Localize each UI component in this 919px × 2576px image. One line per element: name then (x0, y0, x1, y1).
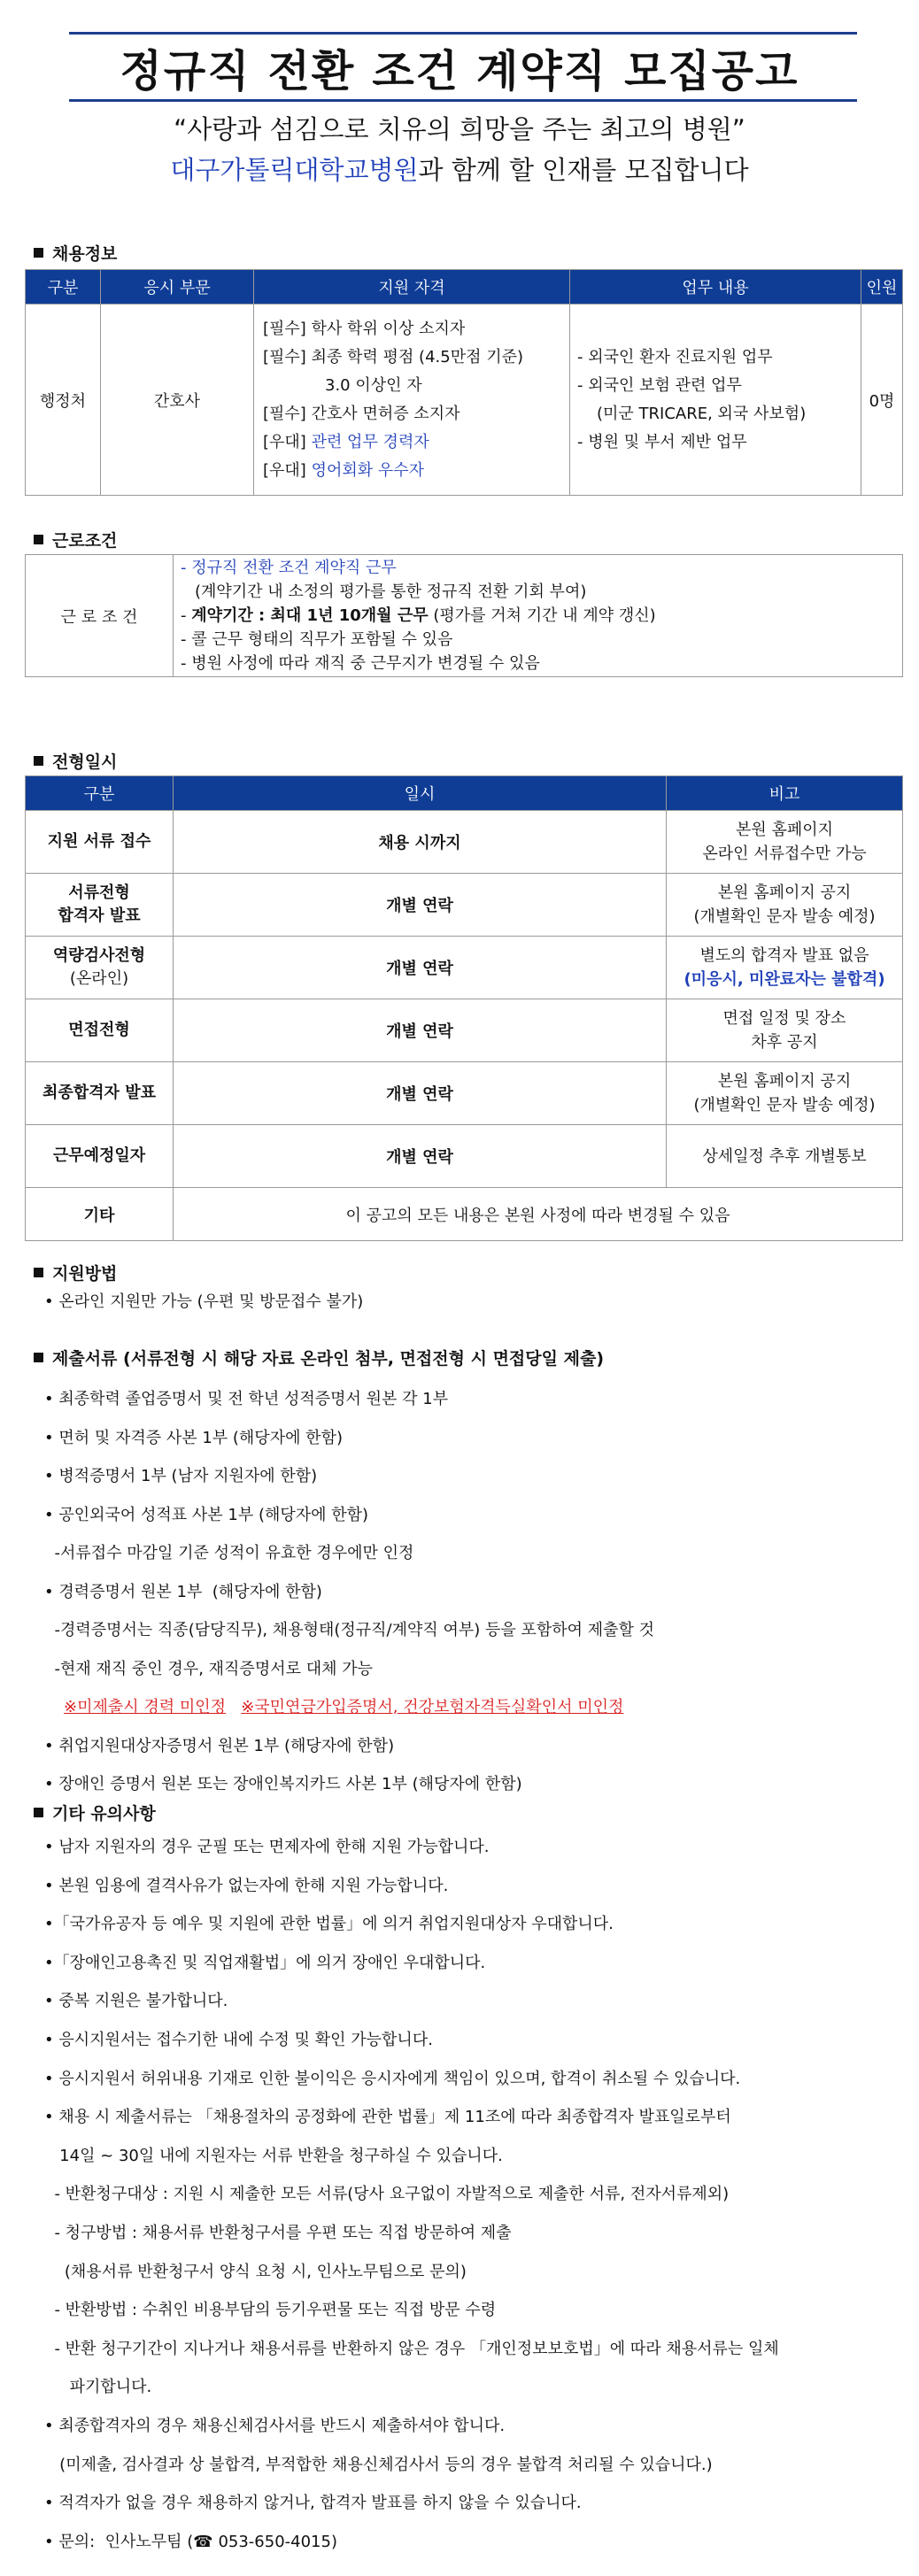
recruitment-table (25, 269, 903, 496)
section-apply-title: 지원방법 (34, 1261, 117, 1284)
schedule-stage: 서류전형 합격자 발표 (26, 874, 174, 937)
document-item: • 경력증명서 원본 1부 (해당자에 한함) (44, 1582, 322, 1601)
schedule-date: 채용 시까지 (174, 811, 667, 874)
note-item: • 응시지원서는 접수기한 내에 수정 및 확인 가능합니다. (44, 2031, 433, 2049)
duty-list (570, 305, 861, 496)
schedule-row (26, 999, 903, 1062)
document-item: -현재 재직 중인 경우, 재직증명서로 대체 가능 (44, 1659, 373, 1678)
col-header-field: 응시 부문 (101, 270, 254, 305)
schedule-note: 본원 홈페이지 온라인 서류접수만 가능 (667, 811, 903, 874)
schedule-row (26, 1125, 903, 1188)
note-item: (미제출, 검사결과 상 불합격, 부적합한 채용신체검사서 등의 경우 불합격 처리될 수 있습니다.) (44, 2455, 713, 2474)
qualification-item: [필수] 학사 학위 이상 소지자 (263, 319, 466, 338)
note-item: - 반환 청구기간이 지나거나 채용서류를 반환하지 않은 경우 「개인정보보호법」에 따라 채용서류는 일체 (44, 2339, 779, 2358)
condition-line: - 정규직 전환 조건 계약직 근무 (181, 559, 397, 577)
schedule-row-etc (26, 1188, 903, 1241)
condition-line: - 병원 사정에 따라 재직 중 근무지가 변경될 수 있음 (181, 654, 540, 673)
col-header-count: 인원 (861, 270, 903, 305)
col-header-note: 비고 (667, 776, 903, 811)
schedule-row (26, 874, 903, 937)
schedule-stage: 면접전형 (26, 999, 174, 1062)
schedule-date: 개별 연락 (174, 1062, 667, 1125)
note-item: • 본원 임용에 결격사유가 없는자에 한해 지원 가능합니다. (44, 1876, 449, 1895)
document-item: -경력증명서는 직종(담당직무), 채용형태(정규직/계약직 여부) 등을 포함하여 제출할 것 (44, 1621, 655, 1639)
note-item: - 반환청구대상 : 지원 시 제출한 모든 서류(당사 요구없이 자발적으로 제출한 서류, 전자서류제외) (44, 2185, 730, 2204)
schedule-date: 개별 연락 (174, 937, 667, 999)
schedule-note: 면접 일정 및 장소 차후 공지 (667, 999, 903, 1062)
document-item: • 공인외국어 성적표 사본 1부 (해당자에 한함) (44, 1505, 369, 1524)
schedule-stage: 근무예정일자 (26, 1125, 174, 1188)
document-item: • 최종학력 졸업증명서 및 전 학년 성적증명서 원본 각 1부 (44, 1390, 449, 1408)
schedule-note: 별도의 합격자 발표 없음 (미응시, 미완료자는 불합격) (667, 937, 903, 999)
section-recruitment-title: 채용정보 (34, 241, 117, 265)
document-item: • 장애인 증명서 원본 또는 장애인복지카드 사본 1부 (해당자에 한함) (44, 1775, 522, 1793)
qualification-item: [필수] 최종 학력 평점 (4.5만점 기준) (263, 347, 523, 366)
note-item: • 문의: 인사노무팀 (☎ 053-650-4015) (44, 2532, 337, 2551)
schedule-row (26, 1062, 903, 1125)
schedule-date: 개별 연락 (174, 1125, 667, 1188)
condition-line: - 콜 근무 형태의 직무가 포함될 수 있음 (181, 630, 453, 649)
document-item: • 병적증명서 1부 (남자 지원자에 한함) (44, 1467, 318, 1485)
schedule-stage: 최종합격자 발표 (26, 1062, 174, 1125)
col-header-qualification: 지원 자격 (254, 270, 570, 305)
note-item: •「장애인고용촉진 및 직업재활법」에 의거 장애인 우대합니다. (44, 1953, 486, 1972)
section-notes-title: 기타 유의사항 (34, 1801, 156, 1824)
note-item: • 응시지원서 허위내용 기재로 인한 불이익은 응시자에게 책임이 있으며, 합격이 취소될 수 있습니다. (44, 2069, 741, 2088)
schedule-note: 상세일정 추후 개별통보 (667, 1125, 903, 1188)
col-header-date: 일시 (174, 776, 667, 811)
qualification-item: [필수] 간호사 면허증 소지자 (263, 404, 460, 423)
document-item: • 면허 및 자격증 사본 1부 (해당자에 한함) (44, 1428, 343, 1447)
note-item: • 남자 지원자의 경우 군필 또는 면제자에 한해 지원 가능합니다. (44, 1838, 490, 1856)
note-item: (채용서류 반환청구서 양식 요청 시, 인사노무팀으로 문의) (44, 2262, 467, 2281)
schedule-row (26, 811, 903, 874)
note-item: - 청구방법 : 채용서류 반환청구서를 우편 또는 직접 방문하여 제출 (44, 2224, 512, 2242)
condition-line: - 계약기간 : 최대 1년 10개월 근무 (평가를 거쳐 기간 내 계약 갱신) (181, 606, 656, 625)
col-header-category: 구분 (26, 270, 101, 305)
schedule-stage: 역량검사전형 (온라인) (26, 937, 174, 999)
col-header-duties: 업무 내용 (570, 270, 861, 305)
hospital-name: 대구가톨릭대학교병원 (170, 155, 419, 185)
schedule-table (25, 775, 903, 1241)
recruit-field: 간호사 (101, 305, 254, 496)
recruit-message-rest: 과 함께 할 인재를 모집합니다 (418, 155, 749, 185)
schedule-stage: 지원 서류 접수 (26, 811, 174, 874)
document-warning: ※미제출시 경력 미인정 ※국민연금가입증명서, 건강보험자격득실확인서 미인정 (64, 1698, 624, 1716)
duty-item: - 외국인 보험 관련 업무 (577, 375, 742, 395)
note-item: • 중복 지원은 불가합니다. (44, 1992, 228, 2011)
title-top-rule (69, 32, 857, 35)
schedule-note: 본원 홈페이지 공지 (개별확인 문자 발송 예정) (667, 874, 903, 937)
title-bottom-rule (69, 99, 857, 102)
qualification-item: [우대] 영어회화 우수자 (263, 460, 424, 480)
schedule-etc-text: 이 공고의 모든 내용은 본원 사정에 따라 변경될 수 있음 (174, 1188, 903, 1241)
conditions-content (174, 555, 903, 677)
recruit-category: 행정처 (26, 305, 101, 496)
qualification-list (254, 305, 570, 496)
note-item: • 적격자가 없을 경우 채용하지 않거나, 합격자 발표를 하지 않을 수 있습니다. (44, 2494, 582, 2513)
recruit-message (0, 150, 919, 187)
page-title: 정규직 전환 조건 계약직 모집공고 (120, 46, 799, 96)
document-item: • 취업지원대상자증명서 원본 1부 (해당자에 한함) (44, 1736, 395, 1755)
condition-line: (계약기간 내 소정의 평가를 통한 정규직 전환 기회 부여) (195, 582, 587, 601)
document-item: -서류접수 마감일 기준 성적이 유효한 경우에만 인정 (44, 1544, 414, 1562)
schedule-note: 본원 홈페이지 공지 (개별확인 문자 발송 예정) (667, 1062, 903, 1125)
section-schedule-title: 전형일시 (34, 749, 117, 773)
hospital-slogan: “사랑과 섬김으로 치유의 희망을 주는 최고의 병원” (174, 114, 745, 144)
note-item: • 최종합격자의 경우 채용신체검사서를 반드시 제출하셔야 합니다. (44, 2417, 506, 2435)
section-documents-title: 제출서류 (서류전형 시 해당 자료 온라인 첨부, 면접전형 시 면접당일 제출) (34, 1346, 604, 1369)
qualification-item: 3.0 이상인 자 (325, 375, 422, 395)
qualification-item: [우대] 관련 업무 경력자 (263, 432, 429, 451)
section-conditions-title: 근로조건 (34, 528, 117, 551)
conditions-label: 근 로 조 건 (26, 555, 174, 677)
duty-item: (미군 TRICARE, 외국 사보험) (597, 404, 807, 423)
schedule-etc-label: 기타 (26, 1188, 174, 1241)
conditions-table (25, 554, 903, 677)
schedule-date: 개별 연락 (174, 874, 667, 937)
col-header-stage: 구분 (26, 776, 174, 811)
note-item: • 채용 시 제출서류는 「채용절차의 공정화에 관한 법률」제 11조에 따라 최종합격자 발표일로부터 (44, 2108, 731, 2127)
note-item: •「국가유공자 등 예우 및 지원에 관한 법률」에 의거 취업지원대상자 우대합니다. (44, 1915, 614, 1934)
duty-item: - 병원 및 부서 제반 업무 (577, 432, 747, 451)
schedule-date: 개별 연락 (174, 999, 667, 1062)
note-item: 14일 ~ 30일 내에 지원자는 서류 반환을 청구하실 수 있습니다. (44, 2146, 503, 2165)
schedule-row (26, 937, 903, 999)
recruit-count: 0명 (861, 305, 903, 496)
duty-item: - 외국인 환자 진료지원 업무 (577, 347, 773, 366)
note-item: - 반환방법 : 수취인 비용부담의 등기우편물 또는 직접 방문 수령 (44, 2301, 497, 2320)
note-item: 파기합니다. (44, 2378, 152, 2397)
